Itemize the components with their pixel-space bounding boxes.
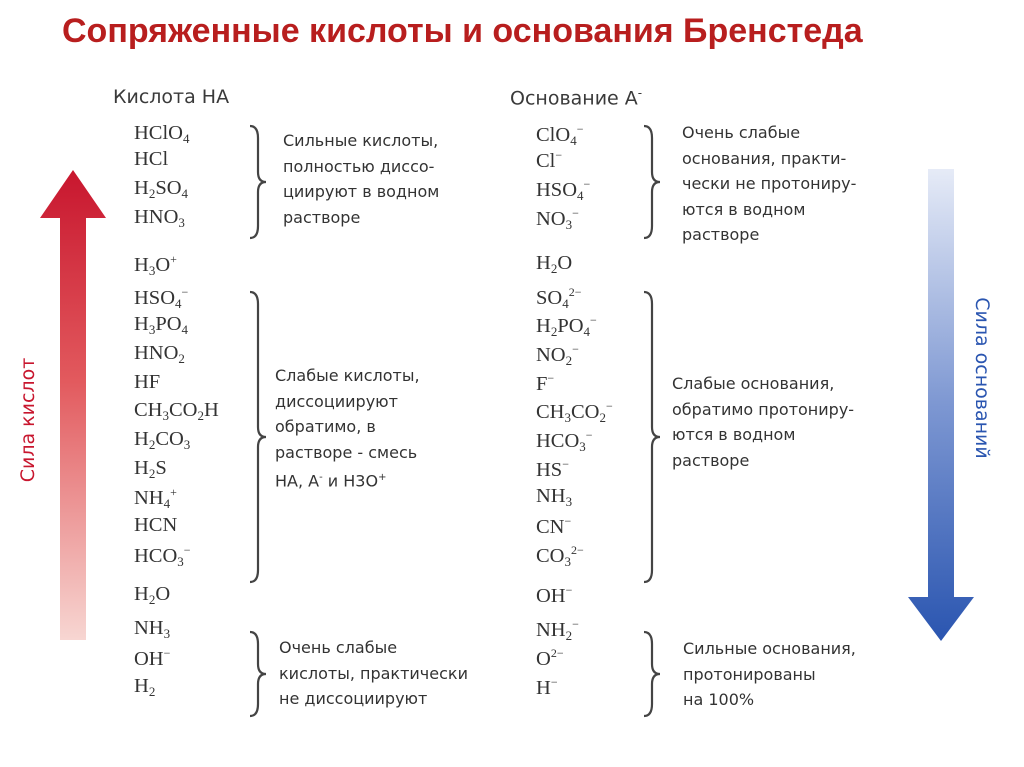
acid-weak-note-sup2: + — [378, 472, 387, 483]
acid-formula — [134, 646, 170, 671]
base-formula-part: 4 — [562, 296, 569, 311]
acid-formula-part: H — [134, 583, 149, 605]
base-formula-part: Cl — [536, 150, 556, 172]
acid-formula — [134, 342, 185, 367]
base-formula — [536, 514, 571, 539]
acid-formula-part: NH — [134, 487, 164, 509]
acid-formula-part: O — [155, 583, 171, 605]
acid-formula — [134, 206, 185, 231]
base-column-header — [510, 86, 642, 109]
base-formula-part: 3 — [565, 494, 573, 509]
base-formula-part: 2− — [550, 646, 564, 660]
acid-formula-part: 2 — [148, 466, 156, 481]
acid-formula-part: CO — [168, 399, 198, 421]
base-formula-part: CO — [570, 401, 600, 423]
base-formula-part: CN — [536, 516, 565, 538]
base-strength-arrow — [902, 165, 978, 645]
base-formula-part: 2 — [599, 410, 606, 425]
base-formula — [536, 428, 593, 455]
acid-formula-part: 4 — [163, 496, 171, 511]
acid-formula-part: HNO — [134, 342, 179, 364]
base-very-weak-bracket — [640, 124, 664, 240]
base-strong-bracket — [640, 630, 664, 718]
acid-formula-part: 4 — [175, 296, 182, 311]
acid-formula-part: − — [163, 646, 171, 660]
base-formula-part: − — [583, 177, 591, 191]
base-formula-part: − — [572, 206, 579, 220]
base-strong-note: Сильные основания, протонированы на 100% — [683, 639, 856, 709]
base-formula — [536, 342, 579, 369]
acid-formula-part: 3 — [162, 408, 169, 423]
base-formula — [536, 485, 572, 510]
base-formula-part: OH — [536, 585, 566, 607]
base-formula-part: 4 — [583, 324, 591, 339]
base-formula-part: − — [576, 122, 584, 136]
acid-very-weak-note: Очень слабые кислоты, практически не диссоциируют — [279, 638, 468, 708]
base-formula — [536, 399, 613, 426]
acid-formula-part: + — [170, 485, 177, 499]
acid-formula-part: 4 — [181, 186, 189, 201]
base-formula-part: 4 — [570, 133, 577, 148]
acid-formula — [134, 252, 177, 279]
acid-formula — [134, 457, 167, 482]
acid-formula-part: H — [134, 177, 149, 199]
acid-formula-part: H — [134, 254, 149, 276]
acid-formula — [134, 617, 170, 642]
acid-strong-note: Сильные кислоты, полностью диссо- циируют в водном растворе — [283, 131, 440, 227]
base-formula-part: − — [555, 148, 563, 162]
acid-formula-part: 3 — [148, 263, 156, 278]
base-weak-note: Слабые основания, обратимо протониру- ются в водном растворе — [672, 374, 855, 470]
acid-formula-part: HCN — [134, 514, 178, 536]
acid-formula — [134, 485, 177, 512]
base-formula-part: O — [536, 648, 551, 670]
acid-formula-part: H — [203, 399, 219, 421]
acid-strength-arrow — [36, 168, 110, 643]
acid-very-weak-bracket — [246, 630, 270, 718]
base-formula-part: ClO — [536, 124, 571, 146]
base-formula-part: − — [547, 371, 555, 385]
base-formula-part: − — [605, 399, 613, 413]
acid-formula-part: + — [170, 252, 177, 266]
acid-formula-part: HF — [134, 371, 161, 393]
acid-formula-part: 4 — [181, 322, 189, 337]
base-very-weak-note: Очень слабые основания, практи- чески не протониру- ются в водном растворе — [682, 123, 857, 244]
acid-formula-part: 2 — [178, 351, 185, 366]
acid-formula-part: HClO — [134, 122, 183, 144]
acid-formula-part: − — [181, 285, 189, 299]
acid-formula — [134, 148, 168, 171]
acid-formula-part: 2 — [148, 592, 156, 607]
acid-formula — [134, 122, 189, 147]
base-formula-part: NH — [536, 485, 566, 507]
acid-formula-part: 3 — [183, 437, 191, 452]
base-formula — [536, 177, 590, 204]
base-formula-part: 2 — [565, 353, 573, 368]
base-formula-part: 3 — [564, 410, 571, 425]
base-formula — [536, 675, 558, 700]
acid-formula-part: OH — [134, 648, 164, 670]
base-formula-part: HCO — [536, 430, 580, 452]
base-formula — [536, 646, 564, 671]
acid-formula — [134, 313, 188, 338]
base-formula-part: F — [536, 373, 548, 395]
base-header-text: Основание A — [510, 87, 638, 110]
acid-formula-part: HNO — [134, 206, 179, 228]
acid-weak-note-sup1: - — [319, 472, 323, 483]
base-formula — [536, 583, 572, 608]
base-formula-part: − — [565, 583, 573, 597]
base-formula — [536, 617, 579, 644]
acid-formula-part: H — [134, 313, 149, 335]
base-formula-part: − — [590, 313, 597, 327]
acid-formula-part: HCO — [134, 545, 178, 567]
base-formula-part: 4 — [577, 188, 584, 203]
acid-formula — [134, 675, 155, 700]
acid-formula — [134, 543, 191, 570]
base-formula-part: 3 — [565, 217, 573, 232]
base-formula-part: − — [572, 617, 579, 631]
base-formula-part: NO — [536, 208, 566, 230]
acid-formula-part: H — [134, 428, 149, 450]
acid-formula-part: HCl — [134, 148, 169, 170]
acid-formula — [134, 177, 188, 202]
base-formula-part: 2 — [550, 324, 558, 339]
acid-formula — [134, 428, 190, 453]
acid-formula-part: 2 — [148, 437, 156, 452]
acid-formula-part: PO — [155, 313, 182, 335]
base-formula-part: SO — [536, 287, 563, 309]
base-formula-part: H — [536, 315, 551, 337]
base-formula — [536, 206, 579, 233]
base-formula-part: H — [536, 252, 551, 274]
acid-formula-part: CO — [155, 428, 184, 450]
acid-formula-part: O — [155, 254, 171, 276]
base-formula-part: 2 — [550, 261, 558, 276]
acid-formula-part: 2 — [148, 186, 156, 201]
acid-formula — [134, 399, 219, 424]
acid-formula-part: 2 — [197, 408, 204, 423]
base-formula — [536, 252, 572, 277]
base-formula-part: 2− — [570, 543, 584, 557]
acid-formula-part: 3 — [163, 626, 171, 641]
base-weak-bracket — [640, 290, 664, 584]
base-formula — [536, 148, 562, 173]
base-formula — [536, 122, 583, 149]
base-formula-part: 2− — [568, 285, 582, 299]
base-formula-part: HSO — [536, 179, 578, 201]
base-formula-part: − — [572, 342, 579, 356]
base-formula-part: O — [557, 252, 573, 274]
acid-formula-part: H — [134, 675, 149, 697]
acid-formula-part: S — [155, 457, 167, 479]
acid-formula-part: CH — [134, 399, 163, 421]
base-formula-part: CH — [536, 401, 565, 423]
base-strength-label: Сила оснований — [971, 297, 993, 459]
acid-formula-part: H — [134, 457, 149, 479]
base-formula-part: NH — [536, 619, 566, 641]
base-formula-part: − — [564, 514, 572, 528]
acid-formula-part: 4 — [182, 131, 190, 146]
acid-weak-note — [275, 363, 420, 494]
base-header-charge: - — [637, 86, 643, 100]
acid-strength-label: Сила кислот — [17, 357, 39, 483]
acid-weak-bracket — [246, 290, 270, 584]
acid-formula — [134, 514, 177, 537]
acid-formula — [134, 371, 160, 394]
base-formula — [536, 371, 554, 396]
acid-formula — [134, 583, 170, 608]
acid-strong-bracket — [246, 124, 270, 240]
acid-weak-note-text: Слабые кислоты, диссоциируют обратимо, в растворе - смесь HA, A — [275, 366, 420, 491]
base-formula-part: − — [562, 457, 569, 471]
acid-formula-part: 3 — [177, 554, 184, 569]
page-title: Сопряженные кислоты и основания Бренстеда — [62, 12, 863, 50]
base-formula-part: 3 — [564, 554, 571, 569]
acid-formula-part: NH — [134, 617, 164, 639]
acid-formula-part: 3 — [178, 215, 185, 230]
base-formula-part: − — [550, 675, 558, 689]
base-formula — [536, 285, 582, 312]
acid-formula-part: − — [183, 543, 191, 557]
base-formula — [536, 543, 584, 570]
acid-formula-part: HSO — [134, 287, 176, 309]
base-formula — [536, 457, 569, 482]
acid-weak-note-mid: и H3O — [322, 471, 379, 491]
base-formula-part: 2 — [565, 628, 573, 643]
base-formula-part: H — [536, 677, 551, 699]
base-formula-part: − — [585, 428, 593, 442]
base-formula-part: PO — [557, 315, 584, 337]
base-formula-part: 3 — [579, 439, 586, 454]
acid-column-header: Кислота HA — [113, 86, 230, 108]
acid-formula-part: SO — [155, 177, 182, 199]
base-formula-part: CO — [536, 545, 565, 567]
acid-formula-part: 2 — [148, 684, 156, 699]
base-formula-part: HS — [536, 459, 563, 481]
base-formula-part: NO — [536, 344, 566, 366]
base-formula — [536, 313, 597, 340]
acid-formula — [134, 285, 188, 312]
acid-formula-part: 3 — [148, 322, 156, 337]
